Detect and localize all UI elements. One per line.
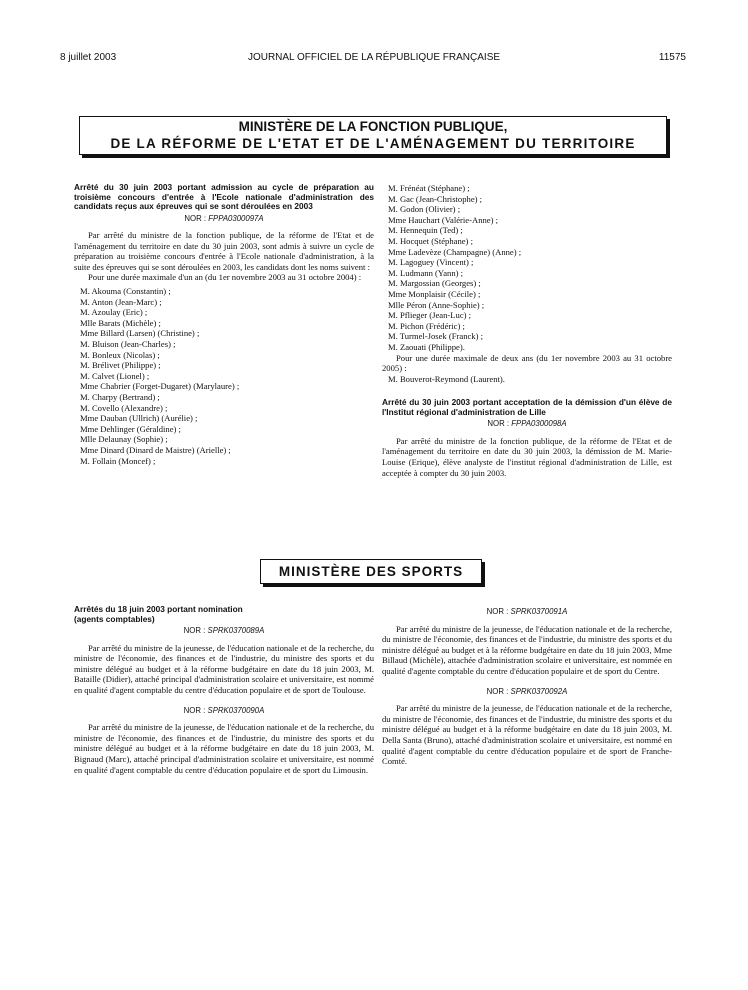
list-item: M. Akouma (Constantin) ; <box>80 286 171 297</box>
nor-reference <box>74 214 374 225</box>
ministry-heading-line2: DE LA RÉFORME DE L'ETAT ET DE L'AMÉNAGEMENT DU TERRITOIRE <box>110 136 636 151</box>
list-item: M. Turmel-Josek (Franck) ; <box>388 331 484 342</box>
arrete-title: Arrêté du 30 juin 2003 portant admission au cycle de préparation au troisième concours d'entrée à l'Ecole nationale d'administration des candidats reçus aux épreuves qui se sont déroulées en 2003 <box>74 182 374 211</box>
list-item: Mlle Péron (Anne-Sophie) ; <box>388 299 485 310</box>
list-item: M. Bluison (Jean-Charles) ; <box>80 339 176 350</box>
list-item: M. Bouverot-Reymond (Laurent). <box>388 373 505 384</box>
list-item: M. Lagoguey (Vincent) ; <box>388 257 474 268</box>
list-item: M. Margossian (Georges) ; <box>388 278 481 289</box>
duration-paragraph: Pour une durée maximale de deux ans (du 1er novembre 2003 au 31 octobre 2005) : <box>382 352 672 374</box>
nor-code: SPRK0370091A <box>510 607 568 616</box>
list-item: M. Frénéat (Stéphane) ; <box>388 183 470 193</box>
column-right-bottom <box>382 605 672 767</box>
list-item: M. Calvet (Lionel) ; <box>80 370 150 381</box>
nor-label: NOR : <box>183 626 206 635</box>
list-item: M. Covello (Alexandre) ; <box>80 402 168 413</box>
ministry-heading-line1: MINISTÈRE DE LA FONCTION PUBLIQUE, <box>238 119 508 134</box>
nor-label: NOR : <box>487 419 510 429</box>
list-item: M. Anton (Jean-Marc) ; <box>80 296 162 307</box>
list-item: Mme Dehlinger (Géraldine) ; <box>80 423 181 434</box>
list-item: M. Hocquet (Stéphane) ; <box>388 235 473 246</box>
journal-title: JOURNAL OFFICIEL DE LA RÉPUBLIQUE FRANÇAISE <box>247 52 501 63</box>
nor-code: FPPA0300097A <box>208 213 264 223</box>
nor-code: SPRK0370090A <box>207 705 265 715</box>
list-item: Mlle Delaunay (Sophie) ; <box>80 434 168 445</box>
nor-label: NOR : <box>486 686 509 696</box>
list-item: M. Azoulay (Eric) ; <box>80 307 148 318</box>
list-item: M. Gac (Jean-Christophe) ; <box>388 193 483 204</box>
arrete-paragraph: Par arrêté du ministre de la jeunesse, de l'éducation nationale et de la recherche, du ministre de l'économie, des finances et de l'industrie, du ministre des sports et du ministre délégué au budget et à la réforme budgétaire en date du 18 juin 2003, M. Della Santa (Bruno), attaché d'administration scolaire et universitaire, est nommé en qualité d'agent comptable du centre d'éducation populaire et de sport de Franche-Comté. <box>382 703 672 767</box>
arrete-paragraph: Par arrêté du ministre de la jeunesse, de l'éducation nationale et de la recherche, du ministre de l'économie, des finances et de l'industrie, du ministre des sports et du ministre délégué au budget et à la réforme budgétaire en date du 18 juin 2003, M. Bignaud (Marc), attaché principal d'administration scolaire et universitaire, est nommé en qualité d'agent comptable du centre d'éducation populaire et de sport du Limousin. <box>74 722 374 775</box>
nor-label: NOR : <box>486 607 509 616</box>
arrete-title: Arrêté du 30 juin 2003 portant acceptation de la démission d'un élève de l'Institut régional d'administration de Lille <box>382 397 672 417</box>
list-item: M. Godon (Olivier) ; <box>388 204 461 215</box>
arrete-paragraph: Par arrêté du ministre de la fonction publique, de la réforme de l'Etat et de l'aménagement du territoire en date du 30 juin 2003, la démission de M. Marie-Louise (Erique), élève analyste de l'institut régional d'administration de Lille, est acceptée à compter du 30 juin 2003. <box>382 435 672 478</box>
names-list <box>382 183 672 353</box>
list-item: Mme Billard (Larsen) (Christine) ; <box>80 328 200 339</box>
header-date: 8 juillet 2003 <box>60 52 117 63</box>
list-item: M. Pflieger (Jean-Luc) ; <box>388 310 472 321</box>
nor-reference <box>382 419 672 430</box>
ministry-heading-sports: MINISTÈRE DES SPORTS <box>260 559 482 584</box>
list-item: Mme Dauban (Ullrich) (Aurélie) ; <box>80 413 198 424</box>
names-list <box>382 374 672 385</box>
list-item: Mme Chabrier (Forget-Dugaret) (Marylaure) ; <box>80 381 240 392</box>
list-item: M. Hennequin (Ted) ; <box>388 225 463 236</box>
arrete-paragraph: Par arrêté du ministre de la jeunesse, de l'éducation nationale et de la recherche, du ministre de l'économie, des finances et de l'industrie, du ministre des sports et du ministre délégué au budget et à la réforme budgétaire en date du 18 juin 2003, M. Bataille (Didier), attaché principal d'administration scolaire et universitaire, est nommé en qualité d'agent comptable du centre d'éducation populaire et de sport de Toulouse. <box>74 642 374 695</box>
list-item: Mme Monplaisir (Cécile) ; <box>388 288 481 299</box>
page-number: 11575 <box>658 52 686 63</box>
nor-reference <box>74 706 374 717</box>
nor-code: FPPA0300098A <box>511 419 567 429</box>
list-item: Mme Ladevèze (Champagne) (Anne) ; <box>388 246 522 257</box>
list-item: M. Pichon (Frédéric) ; <box>388 320 465 331</box>
list-item: Mme Dinard (Dinard de Maistre) (Arielle) ; <box>80 444 231 455</box>
column-left-bottom <box>74 605 374 775</box>
nor-code: SPRK0370092A <box>510 686 568 696</box>
list-item: M. Follain (Moncef) ; <box>80 455 156 466</box>
arrete-title-line1: Arrêtés du 18 juin 2003 portant nomination <box>74 604 243 614</box>
column-left-top <box>74 183 374 466</box>
list-item: Mme Hauchart (Valérie-Anne) ; <box>388 214 498 225</box>
list-item: M. Ludmann (Yann) ; <box>388 267 464 278</box>
arrete-paragraph: Par arrêté du ministre de la jeunesse, de l'éducation nationale et de la recherche, du ministre de l'économie, des finances et de l'industrie, du ministre des sports et du ministre délégué au budget et à la réforme budgétaire en date du 18 juin 2003, Mme Billaud (Michèle), attachée d'administration scolaire et universitaire, est nommée en qualité d'agente comptable du centre d'éducation populaire et de sport du Centre. <box>382 623 672 676</box>
arrete-title <box>74 605 374 624</box>
nor-label: NOR : <box>183 705 206 715</box>
nor-reference <box>382 687 672 698</box>
names-list <box>74 286 374 466</box>
nor-code: SPRK0370089A <box>207 626 265 635</box>
list-item: M. Zaouati (Philippe). <box>388 341 465 352</box>
list-item: M. Bonleux (Nicolas) ; <box>80 349 160 360</box>
arrete-paragraph: Par arrêté du ministre de la fonction publique, de la réforme de l'Etat et de l'aménagement du territoire en date du 30 juin 2003, sont admis à suivre un cycle de préparation au troisième concours d'entrée à l'Ecole nationale d'administration, à la suite des épreuves qui se sont déroulées en 2003, les candidats dont les noms suivent : <box>74 230 374 272</box>
nor-reference <box>74 626 374 637</box>
column-right-top <box>382 183 672 478</box>
ministry-heading-fonction-publique <box>79 116 667 155</box>
duration-paragraph: Pour une durée maximale d'un an (du 1er novembre 2003 au 31 octobre 2004) : <box>88 272 362 283</box>
list-item: M. Charpy (Bertrand) ; <box>80 392 160 402</box>
arrete-title-line2: (agents comptables) <box>74 613 155 624</box>
list-item: Mlle Barats (Michèle) ; <box>80 317 161 328</box>
nor-label: NOR : <box>184 213 207 223</box>
list-item: M. Brélivet (Philippe) ; <box>80 360 161 371</box>
nor-reference <box>382 607 672 618</box>
